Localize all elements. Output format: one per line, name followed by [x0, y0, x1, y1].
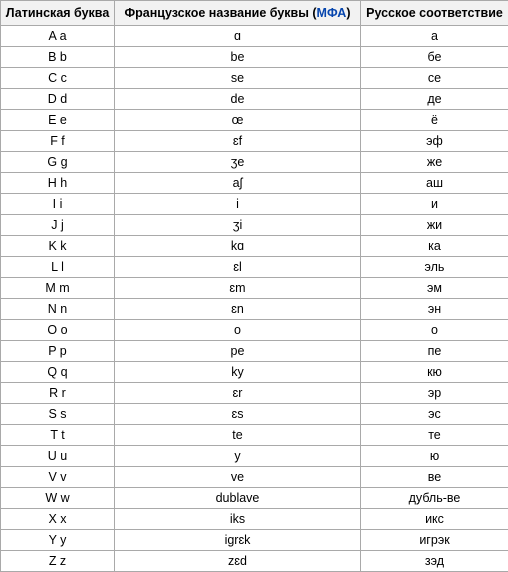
table-row — [1, 257, 508, 278]
french-name-cell: ɑ — [115, 26, 361, 47]
latin-letter-cell: D d — [1, 89, 115, 110]
latin-letter-cell: T t — [1, 425, 115, 446]
russian-equivalent-cell: ю — [361, 446, 508, 467]
russian-equivalent-cell: икс — [361, 509, 508, 530]
latin-letter-cell: R r — [1, 383, 115, 404]
latin-letter-cell: H h — [1, 173, 115, 194]
header-latin-letter: Латинская буква — [1, 1, 115, 26]
latin-letter-cell: E e — [1, 110, 115, 131]
russian-equivalent-cell: се — [361, 68, 508, 89]
latin-letter-cell: Z z — [1, 551, 115, 572]
table-row — [1, 173, 508, 194]
table-row — [1, 446, 508, 467]
french-name-cell: kɑ — [115, 236, 361, 257]
russian-equivalent-cell: эф — [361, 131, 508, 152]
table-body — [1, 26, 508, 572]
latin-letter-cell: B b — [1, 47, 115, 68]
header-french-name — [115, 1, 361, 26]
latin-letter-cell: Q q — [1, 362, 115, 383]
russian-equivalent-cell: игрэк — [361, 530, 508, 551]
table-row — [1, 425, 508, 446]
french-name-cell: œ — [115, 110, 361, 131]
latin-letter-cell: A a — [1, 26, 115, 47]
table-row — [1, 89, 508, 110]
russian-equivalent-cell: ё — [361, 110, 508, 131]
french-name-cell: pe — [115, 341, 361, 362]
latin-letter-cell: N n — [1, 299, 115, 320]
table-row — [1, 320, 508, 341]
latin-letter-cell: V v — [1, 467, 115, 488]
latin-letter-cell: L l — [1, 257, 115, 278]
russian-equivalent-cell: де — [361, 89, 508, 110]
french-name-cell: iks — [115, 509, 361, 530]
table-row — [1, 530, 508, 551]
russian-equivalent-cell: ве — [361, 467, 508, 488]
russian-equivalent-cell: о — [361, 320, 508, 341]
french-name-cell: ɛn — [115, 299, 361, 320]
french-name-cell: ɛm — [115, 278, 361, 299]
french-name-cell: dublave — [115, 488, 361, 509]
table-row — [1, 509, 508, 530]
russian-equivalent-cell: зэд — [361, 551, 508, 572]
russian-equivalent-cell: бе — [361, 47, 508, 68]
latin-letter-cell: W w — [1, 488, 115, 509]
french-name-cell: ʒi — [115, 215, 361, 236]
french-name-cell: igrɛk — [115, 530, 361, 551]
table-row — [1, 299, 508, 320]
latin-letter-cell: M m — [1, 278, 115, 299]
latin-letter-cell: I i — [1, 194, 115, 215]
french-name-cell: ʒe — [115, 152, 361, 173]
french-name-cell: se — [115, 68, 361, 89]
table-row — [1, 47, 508, 68]
table-row — [1, 110, 508, 131]
russian-equivalent-cell: а — [361, 26, 508, 47]
header-french-name-suffix: ) — [346, 6, 350, 20]
table-row — [1, 194, 508, 215]
latin-letter-cell: K k — [1, 236, 115, 257]
table-row — [1, 278, 508, 299]
latin-letter-cell: Y y — [1, 530, 115, 551]
russian-equivalent-cell: и — [361, 194, 508, 215]
russian-equivalent-cell: эль — [361, 257, 508, 278]
french-name-cell: ky — [115, 362, 361, 383]
russian-equivalent-cell: аш — [361, 173, 508, 194]
header-french-name-text: Французское название буквы ( — [124, 6, 316, 20]
french-name-cell: ve — [115, 467, 361, 488]
latin-letter-cell: U u — [1, 446, 115, 467]
latin-letter-cell: J j — [1, 215, 115, 236]
header-row — [1, 1, 508, 26]
russian-equivalent-cell: же — [361, 152, 508, 173]
french-name-cell: ɛl — [115, 257, 361, 278]
french-name-cell: de — [115, 89, 361, 110]
russian-equivalent-cell: жи — [361, 215, 508, 236]
latin-letter-cell: X x — [1, 509, 115, 530]
table-row — [1, 341, 508, 362]
french-name-cell: ɛf — [115, 131, 361, 152]
table-row — [1, 467, 508, 488]
french-name-cell: i — [115, 194, 361, 215]
french-name-cell: zɛd — [115, 551, 361, 572]
table-row — [1, 383, 508, 404]
russian-equivalent-cell: дубль-ве — [361, 488, 508, 509]
table-row — [1, 404, 508, 425]
latin-letter-cell: S s — [1, 404, 115, 425]
latin-letter-cell: G g — [1, 152, 115, 173]
table-row — [1, 152, 508, 173]
french-name-cell: o — [115, 320, 361, 341]
table-row — [1, 131, 508, 152]
ipa-link[interactable]: МФА — [317, 6, 347, 20]
table-row — [1, 551, 508, 572]
table-row — [1, 26, 508, 47]
french-name-cell: te — [115, 425, 361, 446]
russian-equivalent-cell: эм — [361, 278, 508, 299]
latin-letter-cell: O o — [1, 320, 115, 341]
french-name-cell: ɛs — [115, 404, 361, 425]
latin-letter-cell: F f — [1, 131, 115, 152]
russian-equivalent-cell: эс — [361, 404, 508, 425]
table-row — [1, 488, 508, 509]
russian-equivalent-cell: те — [361, 425, 508, 446]
table-row — [1, 215, 508, 236]
french-name-cell: be — [115, 47, 361, 68]
table-row — [1, 68, 508, 89]
french-name-cell: ɛr — [115, 383, 361, 404]
latin-letter-cell: C c — [1, 68, 115, 89]
russian-equivalent-cell: эн — [361, 299, 508, 320]
russian-equivalent-cell: пе — [361, 341, 508, 362]
french-name-cell: y — [115, 446, 361, 467]
header-russian-equivalent: Русское соответствие — [361, 1, 508, 26]
table-row — [1, 362, 508, 383]
french-name-cell: aʃ — [115, 173, 361, 194]
latin-letter-cell: P p — [1, 341, 115, 362]
table-row — [1, 236, 508, 257]
russian-equivalent-cell: ка — [361, 236, 508, 257]
russian-equivalent-cell: эр — [361, 383, 508, 404]
table-header — [1, 1, 508, 26]
russian-equivalent-cell: кю — [361, 362, 508, 383]
